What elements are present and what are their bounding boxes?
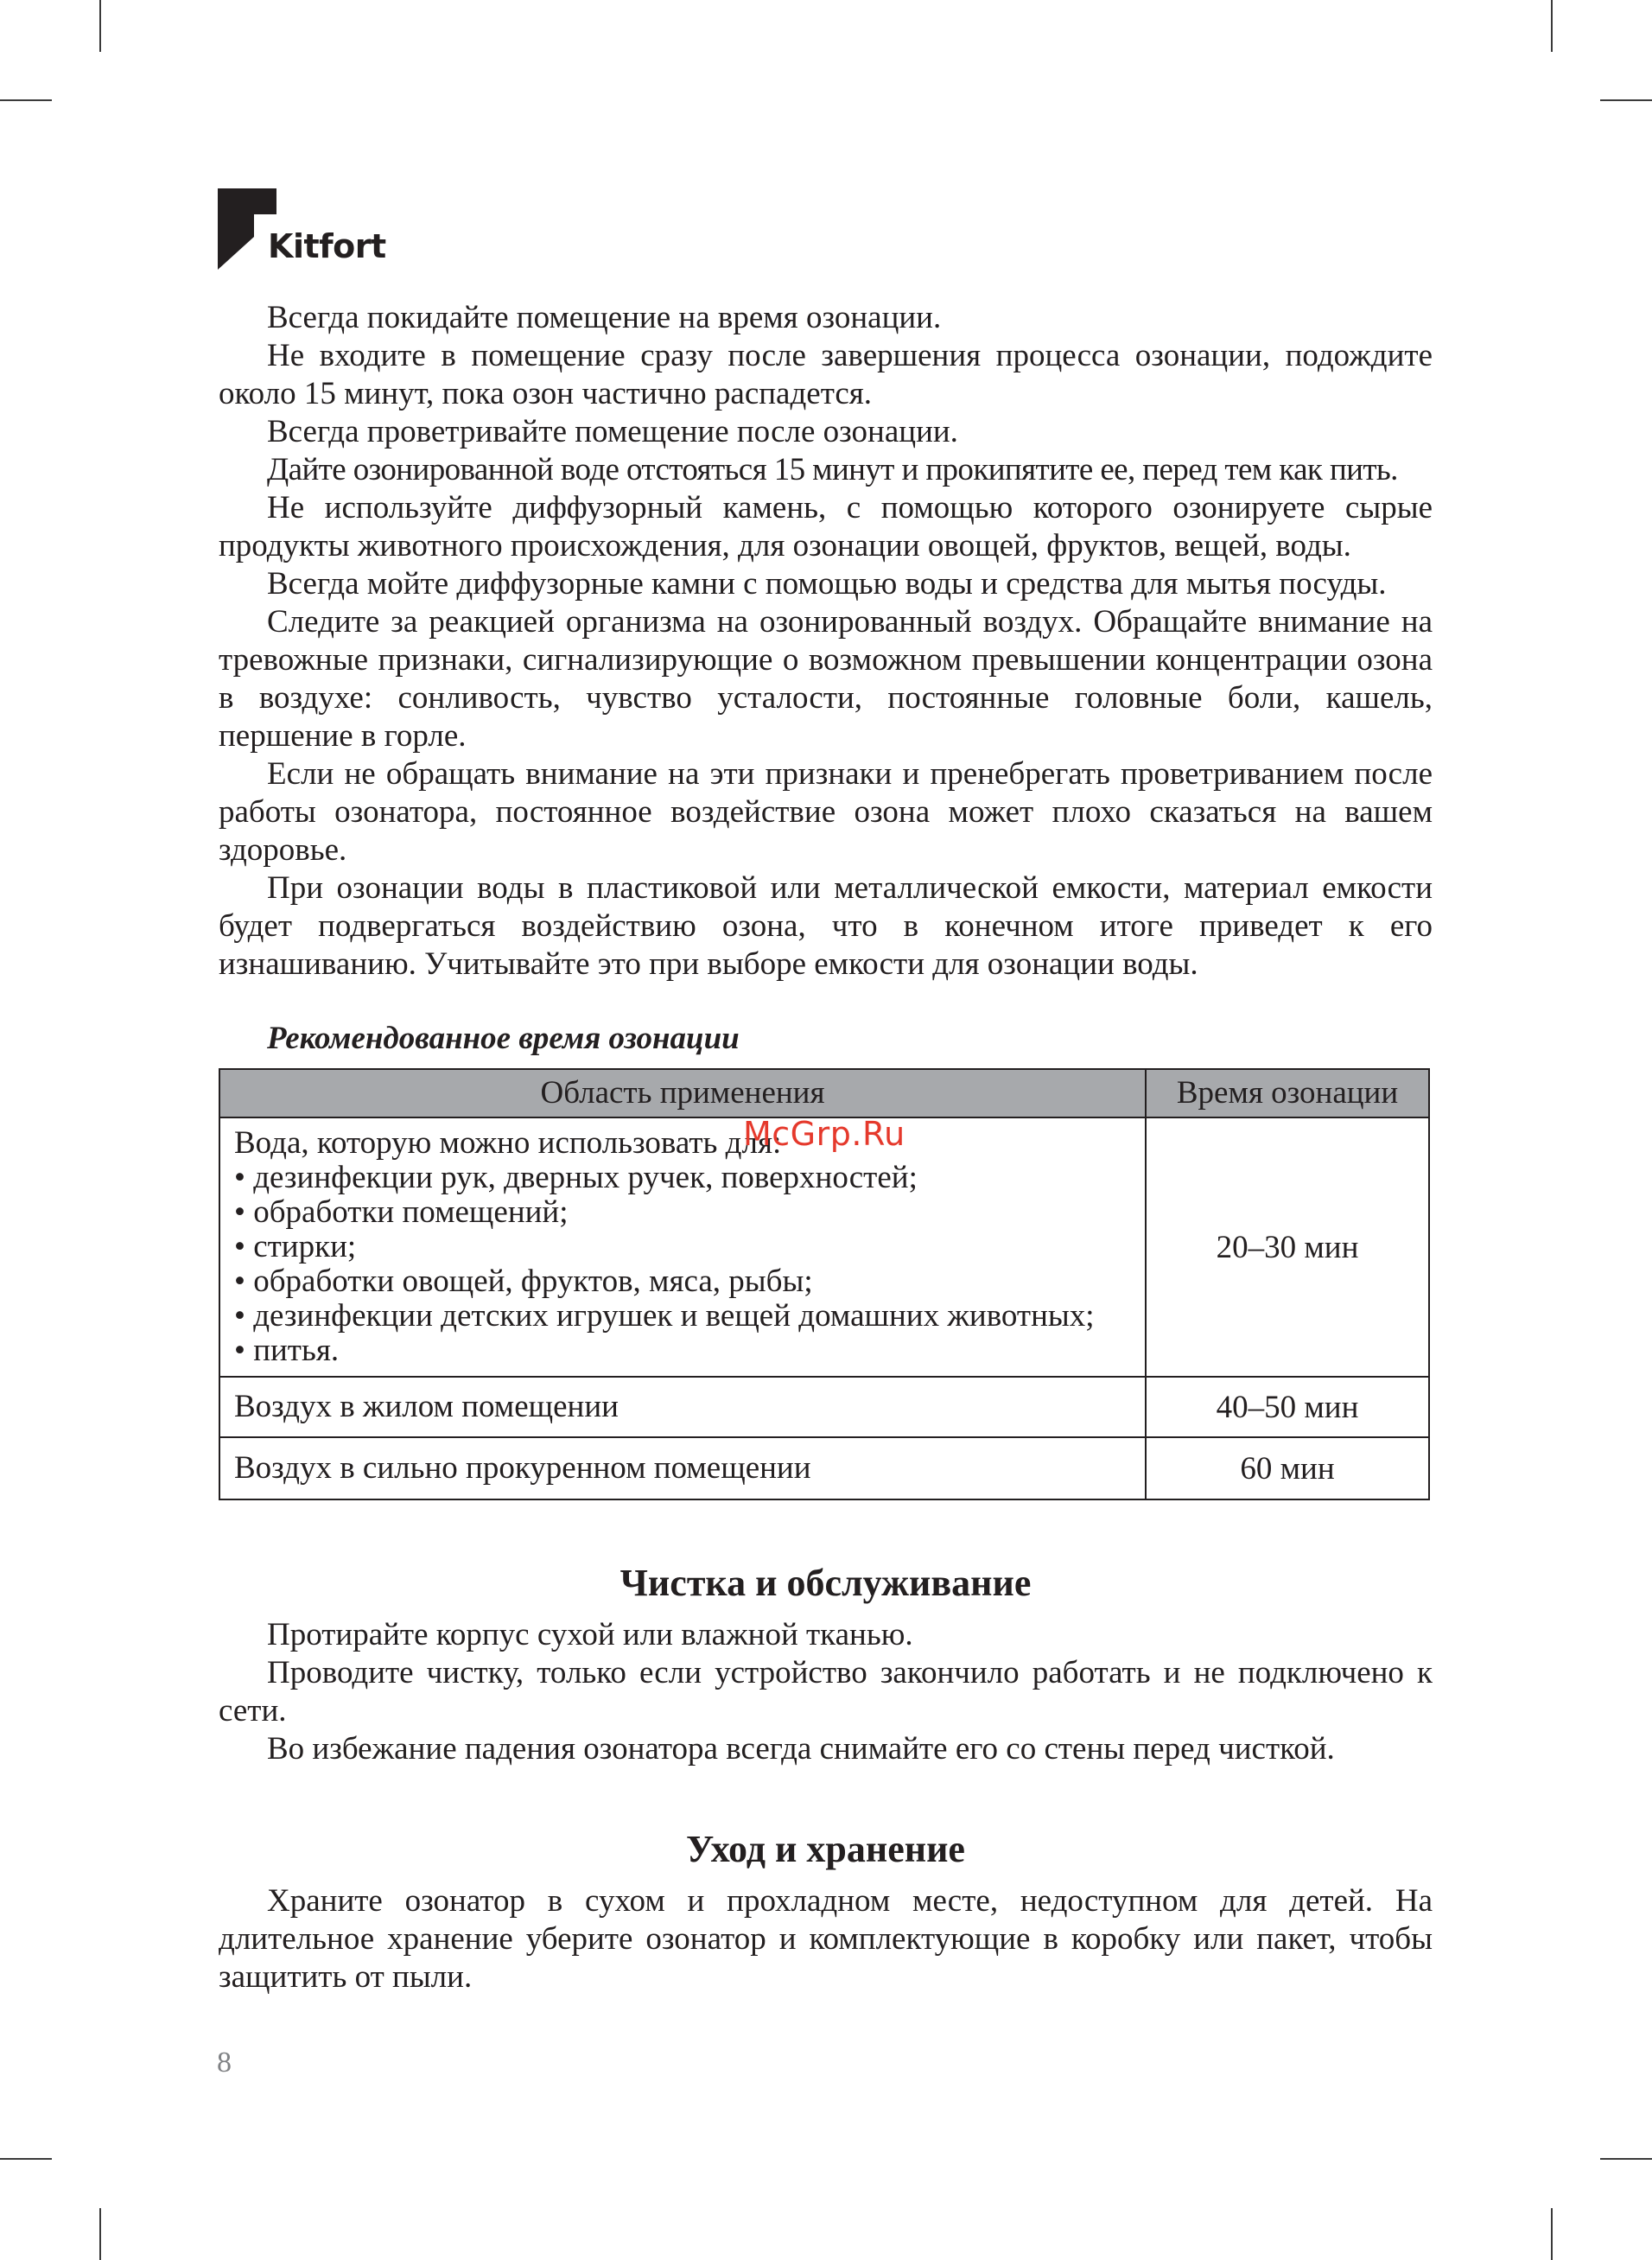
table-row — [219, 1117, 1429, 1377]
table-row — [219, 1377, 1429, 1437]
paragraph: Не используйте диффузорный камень, с помощью которого озонируете сырые продукты животного происхождения, для озонации овощей, фруктов, вещей, воды. — [219, 490, 1433, 563]
list-item: Вода, которую можно использовать для: — [234, 1125, 782, 1161]
list-item: • обработки овощей, фруктов, мяса, рыбы; — [234, 1264, 813, 1299]
crop-mark — [1551, 0, 1553, 52]
paragraph: Если не обращать внимание на эти признаки и пренебрегать проветриванием после работы озонатора, постоянное воздействие озона может плохо сказаться на вашем здоровье. — [219, 756, 1433, 868]
crop-mark — [0, 2158, 52, 2160]
crop-mark — [0, 99, 52, 101]
paragraph: Всегда мойте диффузорные камни с помощью воды и средства для мытья посуды. — [267, 566, 1387, 602]
header-time: Время озонации — [1146, 1069, 1429, 1117]
crop-mark — [1600, 99, 1652, 101]
paragraph: Следите за реакцией организма на озонированный воздух. Обращайте внимание на тревожные признаки, сигнализирующие о возможном превышении концентрации озона в воздухе: сонливость, чувство усталости, постоянные головные боли, кашель, першение в горле. — [219, 604, 1433, 754]
paragraph: Не входите в помещение сразу после завершения процесса озонации, подождите около 15 минут, пока озон частично распадется. — [219, 338, 1433, 411]
list-item: • обработки помещений; — [234, 1194, 569, 1230]
list-item: • дезинфекции рук, дверных ручек, поверхностей; — [234, 1160, 918, 1195]
time-cell: 60 мин — [1146, 1437, 1429, 1499]
list-item: Воздух в жилом помещении — [234, 1389, 619, 1424]
cleaning-section — [219, 1616, 1433, 1768]
paragraph: Протирайте корпус сухой или влажной тканью. — [267, 1617, 913, 1652]
crop-mark — [99, 0, 101, 52]
paragraph: Дайте озонированной воде отстояться 15 минут и прокипятите ее, перед тем как пить. — [267, 452, 1398, 487]
time-cell: 40–50 мин — [1146, 1377, 1429, 1437]
watermark: McGrp.Ru — [743, 1115, 905, 1153]
area-cell — [219, 1377, 1146, 1437]
paragraph: Всегда покидайте помещение на время озонации. — [267, 300, 942, 335]
area-cell — [219, 1117, 1146, 1377]
brand-name: Kitfort — [268, 227, 386, 265]
paragraph: Храните озонатор в сухом и прохладном месте, недоступном для детей. На длительное хранение уберите озонатор и комплектующие в коробку или пакет, чтобы защитить от пыли. — [219, 1883, 1433, 1995]
list-item: • стирки; — [234, 1229, 357, 1264]
crop-mark — [1551, 2208, 1553, 2260]
list-item: • дезинфекции детских игрушек и вещей домашних животных; — [234, 1298, 1095, 1334]
cleaning-section-title: Чистка и обслуживание — [620, 1562, 1032, 1604]
table-caption: Рекомендованное время озонации — [267, 1021, 740, 1056]
time-cell: 20–30 мин — [1146, 1117, 1429, 1377]
area-cell — [219, 1437, 1146, 1499]
crop-mark — [99, 2208, 101, 2260]
header-area: Область применения — [219, 1069, 1146, 1117]
intro-section — [219, 299, 1433, 984]
list-item: Воздух в сильно прокуренном помещении — [234, 1450, 811, 1486]
crop-mark — [1600, 2158, 1652, 2160]
page-number: 8 — [217, 2047, 232, 2079]
brand-logo — [216, 187, 389, 273]
table-row — [219, 1437, 1429, 1499]
table-header-row — [219, 1069, 1429, 1117]
paragraph: Проводите чистку, только если устройство закончило работать и не подключено к сети. — [219, 1655, 1433, 1728]
list-item: • питья. — [234, 1333, 340, 1368]
paragraph: При озонации воды в пластиковой или металлической емкости, материал емкости будет подвергаться воздействию озона, что в конечном итоге приведет к его изнашиванию. Учитывайте это при выборе емкости для озонации воды. — [219, 870, 1433, 982]
storage-section-title: Уход и хранение — [686, 1828, 965, 1870]
storage-section — [219, 1882, 1433, 1996]
paragraph: Во избежание падения озонатора всегда снимайте его со стены перед чисткой. — [267, 1731, 1335, 1767]
paragraph: Всегда проветривайте помещение после озонации. — [267, 414, 958, 449]
